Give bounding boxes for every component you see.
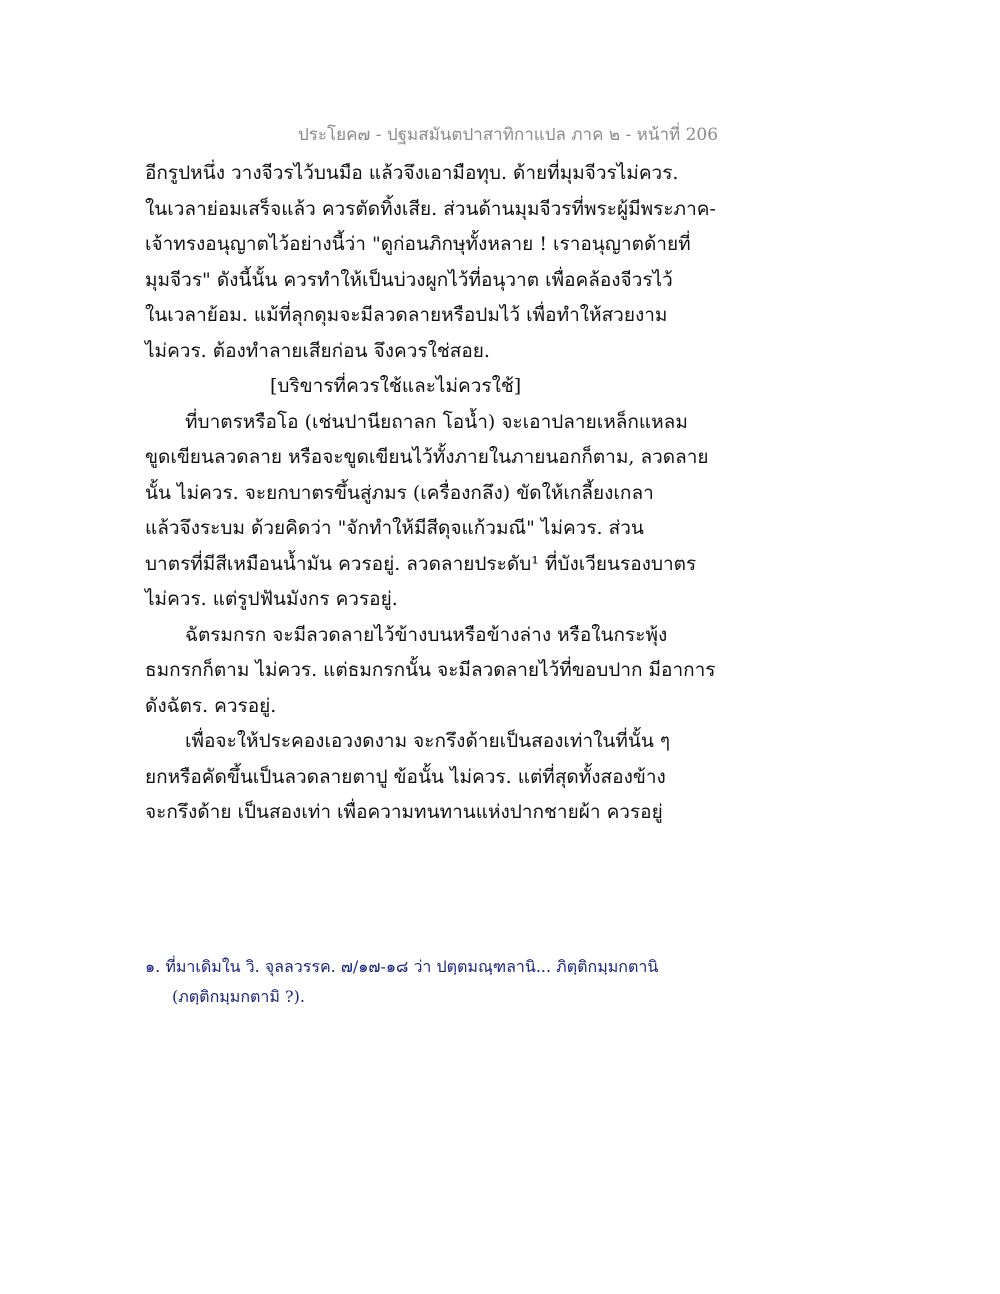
- text-line: ในเวลาย้อม. แม้ที่ลุกดุมจะมีลวดลายหรือปมไว้ เพื่อทำให้สวยงาม: [145, 304, 668, 326]
- text-line: ในเวลาย่อมเสร็จแล้ว ควรตัดทิ้งเสีย. ส่วนด้านมุมจีวรที่พระผู้มีพระภาค-: [145, 197, 716, 220]
- paragraph-start: ฉัตรมกรก จะมีลวดลายไว้ข้างบนหรือข้างล่าง หรือในกระพุ้ง: [185, 623, 668, 646]
- text-line: นั้น ไม่ควร. จะยกบาตรขึ้นสู่ภมร (เครื่องกลึง) ขัดให้เกลี้ยงเกลา: [145, 481, 654, 504]
- text-line: จะกรึงด้าย เป็นสองเท่า เพื่อความทนทานแห่งปากชายผ้า ควรอยู่: [145, 801, 663, 823]
- text-line: บาตรที่มีสีเหมือนน้ำมัน ควรอยู่. ลวดลายประดับ¹ ที่บังเวียนรองบาตร: [145, 552, 697, 575]
- text-line: ธมกรกก็ตาม ไม่ควร. แต่ธมกรกนั้น จะมีลวดลายไว้ที่ขอบปาก มีอาการ: [145, 659, 716, 681]
- section-heading: [บริขารที่ควรใช้และไม่ควรใช้]: [270, 375, 522, 397]
- text-line: ยกหรือคัดขึ้นเป็นลวดลายตาปู ข้อนั้น ไม่ควร. แต่ที่สุดทั้งสองข้าง: [145, 765, 666, 788]
- text-line: แล้วจึงระบม ด้วยคิดว่า "จักทำให้มีสีดุจแก้วมณี" ไม่ควร. ส่วน: [145, 517, 644, 539]
- text-line: เจ้าทรงอนุญาตไว้อย่างนี้ว่า "ดูก่อนภิกษุทั้งหลาย ! เราอนุญาตด้ายที่: [145, 233, 691, 255]
- footnote-line: ๑. ที่มาเดิมใน วิ. จุลลวรรค. ๗/๑๗-๑๘ ว่า ปตฺตมณฺฑลานิ... ภิตฺติกมฺมกตานิ: [145, 957, 659, 976]
- text-line: ดังฉัตร. ควรอยู่.: [145, 694, 277, 717]
- footnotes: [145, 952, 745, 1012]
- text-line: อีกรูปหนึ่ง วางจีวรไว้บนมือ แล้วจึงเอามือทุบ. ด้ายที่มุมจีวรไม่ควร.: [145, 162, 679, 184]
- body-text: [145, 156, 745, 831]
- text-line: ไม่ควร. แต่รูปฟันมังกร ควรอยู่.: [145, 588, 398, 610]
- footnote-line: (ภตฺติกมฺมกตามิ ?).: [172, 987, 305, 1006]
- text-line: ไม่ควร. ต้องทำลายเสียก่อน จึงควรใช่สอย.: [145, 339, 490, 362]
- page-header: ประโยค๗ - ปฐมสมันตปาสาทิกาแปล ภาค ๒ - หน้าที่ 206: [298, 125, 719, 145]
- text-line: มุมจีวร" ดังนี้นั้น ควรทำให้เป็นบ่วงผูกไว้ที่อนุวาต เพื่อคล้องจีวรไว้: [145, 268, 673, 291]
- text-line: ขูดเขียนลวดลาย หรือจะขูดเขียนไว้ทั้งภายในภายนอกก็ตาม, ลวดลาย: [145, 446, 709, 468]
- paragraph-start: เพื่อจะให้ประคองเอวงดงาม จะกรึงด้ายเป็นสองเท่าในที่นั้น ๆ: [185, 730, 671, 752]
- paragraph-start: ที่บาตรหรือโอ (เช่นปานียถาลก โอน้ำ) จะเอาปลายเหล็กแหลม: [185, 410, 688, 433]
